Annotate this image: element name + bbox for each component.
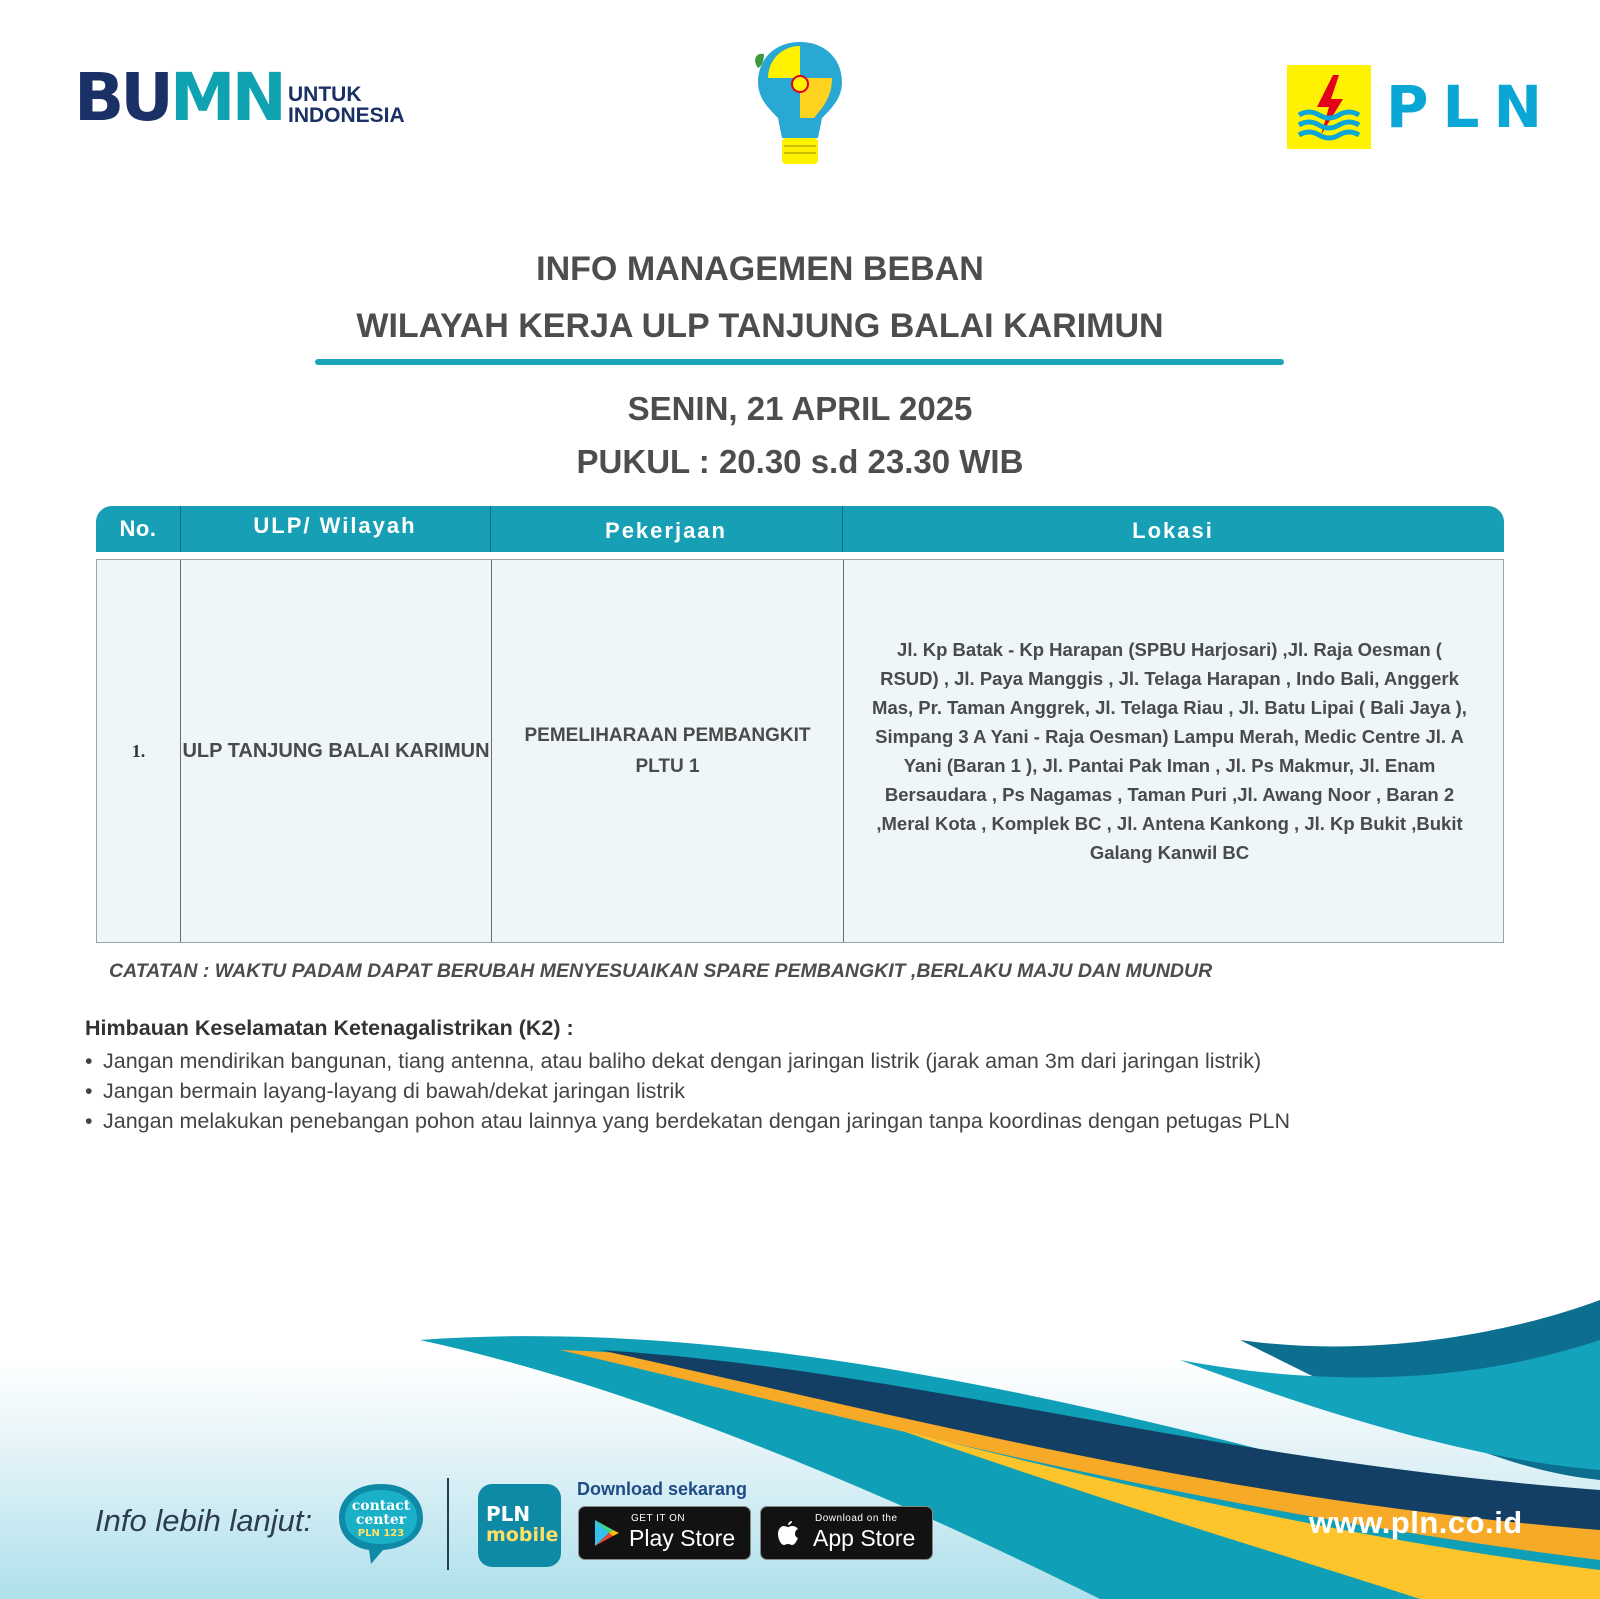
- contact-center-badge: [335, 1480, 427, 1566]
- pln-logo: [1287, 65, 1557, 149]
- pln-logo-text: PLN: [1386, 73, 1557, 141]
- pln-mobile-line2: mobile: [486, 1524, 559, 1546]
- table-header-no: No.: [96, 506, 181, 552]
- lightbulb-illustration: [752, 38, 848, 168]
- himbauan-item: • Jangan bermain layang-layang di bawah/dekat jaringan listrik: [85, 1076, 1290, 1106]
- contact-line3: PLN 123: [357, 1528, 405, 1539]
- table-row: [96, 559, 1504, 943]
- title-line2: WILAYAH KERJA ULP TANJUNG BALAI KARIMUN: [356, 307, 1164, 345]
- row-pekerjaan: PEMELIHARAAN PEMBANGKIT PLTU 1: [524, 725, 811, 777]
- row-ulp: ULP TANJUNG BALAI KARIMUN: [182, 739, 490, 762]
- pln-mobile-line1: PLN: [486, 1502, 531, 1526]
- bumn-logo-word: BUMN: [74, 59, 283, 136]
- info-label: Info lebih lanjut:: [95, 1503, 313, 1538]
- schedule-date: SENIN, 21 APRIL 2025: [627, 390, 973, 427]
- table-header-ulp: ULP/ Wilayah: [180, 506, 491, 552]
- download-label: Download sekarang: [577, 1479, 748, 1499]
- app-store-small-text: Download on the: [815, 1513, 898, 1524]
- footer-divider: [447, 1478, 449, 1570]
- contact-line2: center: [355, 1512, 407, 1528]
- table-header-lokasi: Lokasi: [1132, 518, 1214, 543]
- title-line1: INFO MANAGEMEN BEBAN: [536, 250, 984, 288]
- himbauan-title: Himbauan Keselamatan Ketenagalistrikan (K2) :: [85, 1016, 574, 1040]
- table-header: [96, 506, 1504, 552]
- bumn-tagline-line1: UNTUK: [288, 83, 362, 106]
- himbauan-item: • Jangan mendirikan bangunan, tiang antenna, atau baliho dekat dengan jaringan listrik (jarak aman 3m dari jaringan listrik): [85, 1046, 1290, 1076]
- bumn-tagline-line2: INDONESIA: [288, 104, 405, 127]
- row-lokasi: Jl. Kp Batak - Kp Harapan (SPBU Harjosari) ,Jl. Raja Oesman ( RSUD) , Jl. Paya Manggis , Jl. Telaga Harapan , Indo Bali, Anggerk Mas, Pr. Taman Anggrek, Jl. Telaga Riau , Jl. Batu Lipai ( Bali Jaya ), Simpang 3 A Yani - Raja Oesman) Lampu Merah, Medic Centre Jl. A Yani (Baran 1 ), Jl. Pantai Pak Iman , Jl. Ps Makmur, Jl. Enam Bersaudara , Ps Nagamas , Taman Puri ,Jl. Awang Noor , Baran 2 ,Meral Kota , Komplek BC , Jl. Antena Kankong , Jl. Kp Bukit ,Bukit Galang Kanwil BC: [872, 639, 1467, 863]
- pln-mobile-app-icon[interactable]: [478, 1484, 561, 1567]
- contact-line1: contact: [351, 1498, 411, 1514]
- row-number: 1.: [131, 740, 146, 761]
- app-store-big-text: App Store: [813, 1525, 916, 1551]
- catatan-note: CATATAN : WAKTU PADAM DAPAT BERUBAH MENYESUAIKAN SPARE PEMBANGKIT ,BERLAKU MAJU DAN MUNDUR: [109, 960, 1213, 982]
- apple-icon: [773, 1517, 805, 1549]
- himbauan-item: • Jangan melakukan penebangan pohon atau lainnya yang berdekatan dengan jaringan tanpa koordinas dengan petugas PLN: [85, 1106, 1290, 1136]
- bumn-tagline: [288, 84, 405, 126]
- play-store-button[interactable]: [578, 1506, 751, 1560]
- play-store-big-text: Play Store: [629, 1525, 736, 1551]
- website-link[interactable]: www.pln.co.id: [1309, 1505, 1523, 1540]
- pln-lightning-icon: [1287, 65, 1371, 149]
- schedule-time: PUKUL : 20.30 s.d 23.30 WIB: [576, 443, 1024, 480]
- title-underline: [315, 359, 1284, 365]
- app-store-button[interactable]: [760, 1506, 933, 1560]
- bumn-logo: [74, 59, 405, 136]
- table-header-pekerjaan: Pekerjaan: [490, 506, 843, 552]
- play-store-small-text: GET IT ON: [631, 1513, 686, 1524]
- himbauan-list: [85, 1046, 1290, 1136]
- google-play-icon: [591, 1517, 623, 1549]
